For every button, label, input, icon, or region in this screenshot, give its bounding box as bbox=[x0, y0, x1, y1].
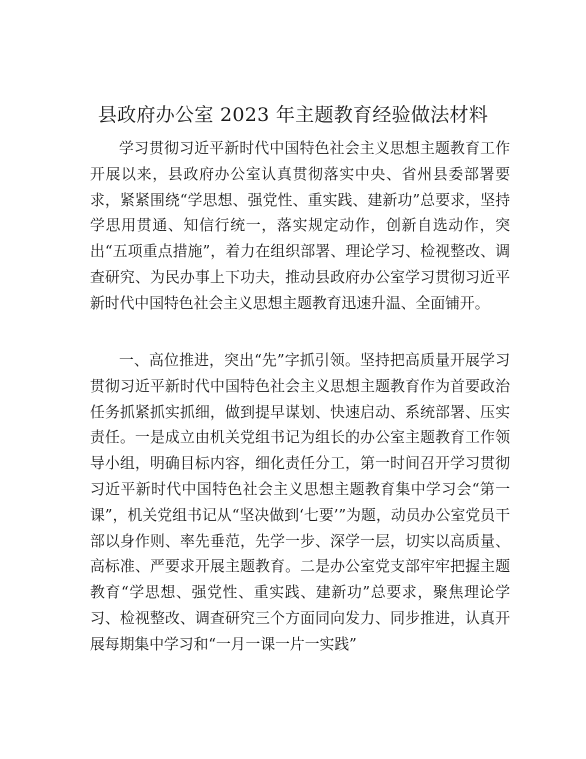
paragraph-section-one: 一、高位推进，突出“先”字抓引领。坚持把高质量开展学习贯彻习近平新时代中国特色社会主义思想主题教育作为首要政治任务抓紧抓实抓细，做到提早谋划、快速启动、系统部署、压实责任。一是成立由机关党组书记为组长的办公室主题教育工作领导小组，明确目标内容，细化责任分工，第一时间召开学习贯彻习近平新时代中国特色社会主义思想主题教育集中学习会“第一课”，机关党组书记从“坚决做到‘七要’”为题，动员办公室党员干部以身作则、率先垂范，先学一步、深学一层，切实以高质量、高标准、严要求开展主题教育。二是办公室党支部牢牢把握主题教育“学思想、强党性、重实践、建新功”总要求，聚焦理论学习、检视整改、调查研究三个方面同向发力、同步推进，认真开展每期集中学习和“一月一课一片一实践” bbox=[90, 352, 510, 653]
paragraph-intro: 学习贯彻习近平新时代中国特色社会主义思想主题教育工作开展以来，县政府办公室认真贯彻落实中央、省州县委部署要求，紧紧围绕“学思想、强党性、重实践、建新功”总要求，坚持学思用贯通、知信行统一，落实规定动作，创新自选动作，突出“五项重点措施”，着力在组织部署、理论学习、检视整改、调查研究、为民办事上下功夫，推动县政府办公室学习贯彻习近平新时代中国特色社会主义思想主题教育迅速升温、全面铺开。 bbox=[90, 140, 510, 312]
document-title: 县政府办公室 2023 年主题教育经验做法材料 bbox=[97, 104, 489, 126]
